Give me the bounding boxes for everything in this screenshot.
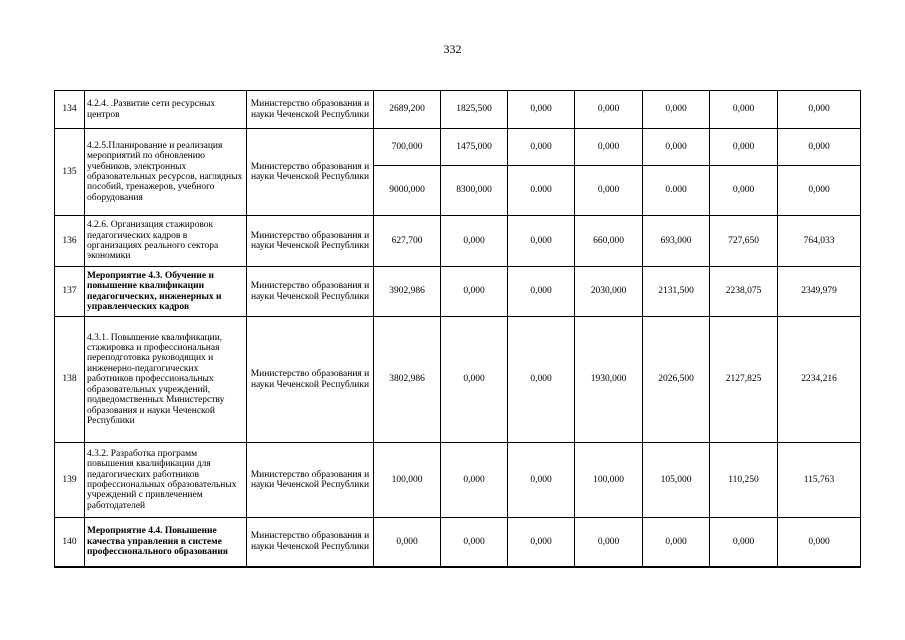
activity-name: 4.2.5.Планирование и реализация мероприятий по обновлению учебников, электронных образовательных ресурсов, наглядных пособий, тренажеров, учебного оборудования bbox=[85, 129, 247, 216]
value-cell: 0,000 bbox=[778, 91, 861, 129]
value-cell: 105,000 bbox=[643, 443, 710, 518]
budget-table bbox=[54, 90, 861, 568]
row-number: 140 bbox=[55, 518, 85, 567]
value-cell: 0,000 bbox=[508, 216, 575, 267]
row-number: 135 bbox=[55, 129, 85, 216]
value-cell: 693,000 bbox=[643, 216, 710, 267]
value-cell: 0,000 bbox=[643, 129, 710, 166]
value-cell: 0,000 bbox=[508, 518, 575, 567]
value-cell: 115,763 bbox=[778, 443, 861, 518]
value-cell: 0,000 bbox=[441, 216, 508, 267]
value-cell: 2238,075 bbox=[710, 267, 778, 317]
value-cell: 9000,000 bbox=[374, 166, 441, 216]
value-cell: 2234,216 bbox=[778, 317, 861, 443]
value-cell: 0,000 bbox=[441, 518, 508, 567]
value-cell: 700,000 bbox=[374, 129, 441, 166]
value-cell: 0,000 bbox=[778, 518, 861, 567]
table-row bbox=[55, 317, 861, 443]
responsible-executor: Министерство образования и науки Чеченской Республики bbox=[247, 518, 374, 567]
value-cell: 0,000 bbox=[643, 91, 710, 129]
value-cell: 2689,200 bbox=[374, 91, 441, 129]
value-cell: 3902,986 bbox=[374, 267, 441, 317]
table-row bbox=[55, 216, 861, 267]
row-number: 136 bbox=[55, 216, 85, 267]
value-cell: 0,000 bbox=[643, 518, 710, 567]
value-cell: 2127,825 bbox=[710, 317, 778, 443]
value-cell: 110,250 bbox=[710, 443, 778, 518]
value-cell: 3802,986 bbox=[374, 317, 441, 443]
value-cell: 660,000 bbox=[575, 216, 643, 267]
value-cell: 0,000 bbox=[778, 166, 861, 216]
table-row bbox=[55, 91, 861, 129]
value-cell: 0,000 bbox=[441, 317, 508, 443]
value-cell: 0,000 bbox=[575, 518, 643, 567]
value-cell: 2349,979 bbox=[778, 267, 861, 317]
value-cell: 100,000 bbox=[374, 443, 441, 518]
value-cell: 0,000 bbox=[508, 91, 575, 129]
table-row bbox=[55, 518, 861, 567]
row-number: 137 bbox=[55, 267, 85, 317]
activity-name: Мероприятие 4.3. Обучение и повышение квалификации педагогических, инженерных и управленческих кадров bbox=[85, 267, 247, 317]
activity-name: Мероприятие 4.4. Повышение качества управления в системе профессионального образования bbox=[85, 518, 247, 567]
value-cell: 2026,500 bbox=[643, 317, 710, 443]
row-number: 138 bbox=[55, 317, 85, 443]
value-cell: 0.000 bbox=[643, 166, 710, 216]
value-cell: 0,000 bbox=[508, 317, 575, 443]
table-row bbox=[55, 129, 861, 166]
responsible-executor: Министерство образования и науки Чеченской Республики bbox=[247, 267, 374, 317]
value-cell: 0,000 bbox=[710, 129, 778, 166]
value-cell: 0,000 bbox=[575, 129, 643, 166]
value-cell: 0,000 bbox=[508, 129, 575, 166]
activity-name: 4.3.2. Разработка программ повышения квалификации для педагогических работников профессиональных образовательных учреждений с привлечением работодателей bbox=[85, 443, 247, 518]
value-cell: 764,033 bbox=[778, 216, 861, 267]
responsible-executor: Министерство образования и науки Чеченской Республики bbox=[247, 443, 374, 518]
value-cell: 2030,000 bbox=[575, 267, 643, 317]
activity-name: 4.3.1. Повышение квалификации, стажировка и профессиональная переподготовка руководящих и инженерно-педагогических работников профессиональных образовательных учреждений, подведомственных Министерству образования и науки Чеченской Республики bbox=[85, 317, 247, 443]
value-cell: 0,000 bbox=[508, 443, 575, 518]
value-cell: 0,000 bbox=[710, 91, 778, 129]
responsible-executor: Министерство образования и науки Чеченской Республики bbox=[247, 91, 374, 129]
value-cell: 0,000 bbox=[710, 166, 778, 216]
activity-name: 4.2.6. Организация стажировок педагогических кадров в организациях реального сектора экономики bbox=[85, 216, 247, 267]
value-cell: 0,000 bbox=[441, 443, 508, 518]
value-cell: 0,000 bbox=[778, 129, 861, 166]
value-cell: 100,000 bbox=[575, 443, 643, 518]
value-cell: 0,000 bbox=[710, 518, 778, 567]
responsible-executor: Министерство образования и науки Чеченской Республики bbox=[247, 216, 374, 267]
value-cell: 0,000 bbox=[374, 518, 441, 567]
page-number: 332 bbox=[443, 42, 462, 56]
responsible-executor: Министерство образования и науки Чеченской Республики bbox=[247, 129, 374, 216]
value-cell: 727,650 bbox=[710, 216, 778, 267]
value-cell: 0,000 bbox=[575, 166, 643, 216]
value-cell: 0,000 bbox=[575, 91, 643, 129]
value-cell: 1930,000 bbox=[575, 317, 643, 443]
row-number: 139 bbox=[55, 443, 85, 518]
value-cell: 1825,500 bbox=[441, 91, 508, 129]
value-cell: 8300,000 bbox=[441, 166, 508, 216]
value-cell: 0,000 bbox=[441, 267, 508, 317]
value-cell: 0,000 bbox=[508, 267, 575, 317]
responsible-executor: Министерство образования и науки Чеченской Республики bbox=[247, 317, 374, 443]
activity-name: 4.2.4. .Развитие сети ресурсных центров bbox=[85, 91, 247, 129]
value-cell: 1475,000 bbox=[441, 129, 508, 166]
value-cell: 0.000 bbox=[508, 166, 575, 216]
value-cell: 627,700 bbox=[374, 216, 441, 267]
table-row bbox=[55, 443, 861, 518]
value-cell: 2131,500 bbox=[643, 267, 710, 317]
row-number: 134 bbox=[55, 91, 85, 129]
table-row bbox=[55, 267, 861, 317]
